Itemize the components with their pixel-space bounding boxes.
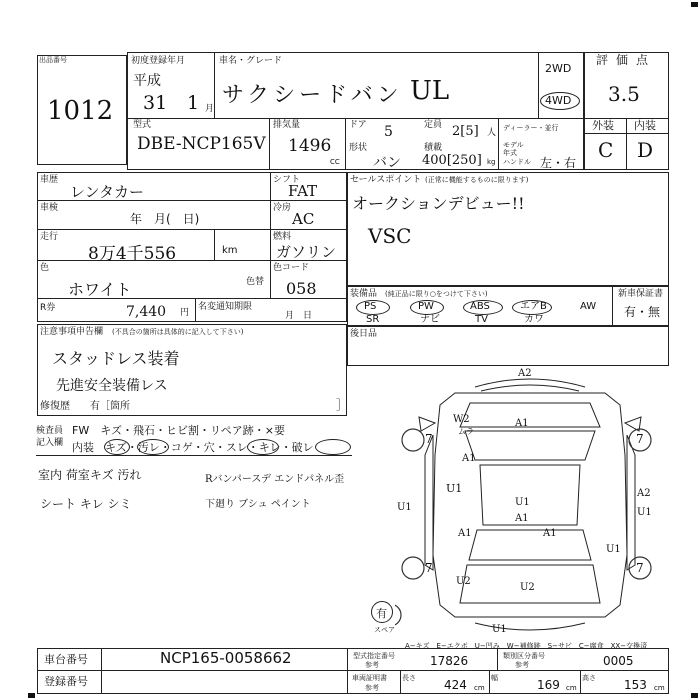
equip-abs: ABS bbox=[470, 301, 490, 312]
type-designation: 17826 bbox=[430, 654, 469, 668]
damage-legend: A−キズ E−エクボ U−凹み W−補修跡 S−サビ C−腐食 XX−交換済 bbox=[405, 642, 648, 650]
diag-a1-rear: A1 bbox=[543, 528, 557, 539]
person-unit: 人 bbox=[487, 128, 497, 138]
notes-label: 注意事項申告欄 bbox=[40, 327, 104, 337]
repair-close: ］ bbox=[336, 398, 349, 412]
interior-grade: D bbox=[637, 138, 654, 162]
equip-sub: (純正品に限り○をつけて下さい) bbox=[385, 290, 488, 298]
kg-unit: kg bbox=[487, 158, 496, 166]
height-label: 高さ bbox=[582, 674, 596, 682]
doors-label: ドア bbox=[349, 120, 367, 130]
diag-a2-top: A2 bbox=[518, 368, 532, 379]
displacement: 1496 bbox=[288, 136, 332, 156]
name-grade-label: 車名・グレード bbox=[219, 56, 283, 66]
category-label: 類別区分番号 bbox=[503, 652, 545, 660]
repair-value: 有［箇所 bbox=[90, 401, 130, 412]
category: 0005 bbox=[603, 654, 634, 668]
body-type-label: 形状 bbox=[349, 143, 368, 153]
diag-a1-2: A1 bbox=[462, 453, 476, 464]
diag-u1-2: U1 bbox=[515, 497, 530, 508]
height: 153 bbox=[624, 678, 647, 692]
dims-ref-label: 参考 bbox=[365, 684, 379, 692]
diag-u1-right: U1 bbox=[637, 507, 652, 518]
first-reg-month: 1 bbox=[187, 92, 200, 114]
car-name: サクシードバン bbox=[222, 83, 403, 108]
color-change-label: 色替 bbox=[246, 277, 265, 287]
deadline-value: 月 日 bbox=[285, 311, 313, 321]
cc-unit: CC bbox=[330, 158, 340, 166]
hand-note-2: シート キレ シミ bbox=[40, 497, 132, 511]
color-code-label: 色コード bbox=[273, 263, 310, 273]
lot-number: 1012 bbox=[47, 96, 114, 126]
equip-tv: TV bbox=[475, 314, 488, 325]
diag-u1-left: U1 bbox=[397, 502, 412, 513]
inspection-date: 年 月( 日) bbox=[130, 212, 200, 226]
notes-box bbox=[37, 324, 347, 416]
corner-mark bbox=[28, 693, 35, 698]
equip-navi: ナビ bbox=[420, 314, 440, 325]
ac: AC bbox=[292, 210, 315, 228]
notes-line1: スタッドレス装着 bbox=[52, 349, 180, 368]
fuel-label: 燃料 bbox=[273, 232, 292, 242]
afterfit-box bbox=[347, 326, 669, 366]
month-unit: 月 bbox=[205, 104, 215, 114]
afterfit-label: 後日品 bbox=[350, 329, 378, 339]
tire-mark-fl: 7 bbox=[425, 432, 433, 446]
type-designation-label: 型式指定番号 bbox=[353, 652, 395, 660]
deadline-label: 名変通知期限 bbox=[198, 302, 253, 312]
sales-sub: (正常に機能するものに限ります) bbox=[425, 176, 529, 184]
km-unit: km bbox=[222, 245, 238, 256]
inspector-label: 検査員記入欄 bbox=[36, 426, 64, 448]
model-label: 型式 bbox=[133, 120, 152, 130]
tire-mark-rl: 7 bbox=[425, 561, 433, 575]
era: 平成 bbox=[133, 73, 161, 89]
hand-note-1: 室内 荷室キズ 汚れ bbox=[38, 468, 142, 482]
recycle-value: 7,440 bbox=[126, 304, 167, 320]
length-unit: cm bbox=[474, 684, 485, 692]
color-label: 色 bbox=[40, 263, 50, 273]
inspection-label: 車検 bbox=[40, 203, 59, 213]
spare-label: スペア bbox=[374, 626, 395, 634]
equip-leather: カワ bbox=[524, 314, 544, 325]
fuel: ガソリン bbox=[276, 243, 337, 261]
corner-mark bbox=[691, 2, 698, 7]
warranty-label: 新車保証書 bbox=[618, 289, 664, 299]
yen-unit: 円 bbox=[180, 308, 190, 318]
load-label: 積載 bbox=[424, 143, 443, 153]
diag-a1-1: A1 bbox=[515, 418, 529, 429]
model: DBE-NCP165V bbox=[137, 134, 266, 154]
height-unit: cm bbox=[654, 684, 665, 692]
diag-u2-rear: U2 bbox=[520, 582, 535, 593]
capacity: 2[5] bbox=[452, 124, 479, 139]
car-diagram bbox=[395, 365, 685, 635]
score: 3.5 bbox=[608, 82, 640, 106]
capacity-label: 定員 bbox=[424, 120, 443, 130]
body-type: バン bbox=[373, 155, 401, 171]
ac-label: 冷房 bbox=[273, 203, 292, 213]
shift: FAT bbox=[288, 182, 318, 200]
width-label: 幅 bbox=[491, 674, 498, 682]
diag-mura: ムラ bbox=[458, 427, 474, 436]
notes-sub: (不具合の箇所は具体的に記入して下さい) bbox=[112, 328, 244, 336]
width: 169 bbox=[537, 678, 560, 692]
corner-mark bbox=[691, 693, 698, 698]
inspector-row2: 内装 キズ・汚レ・コゲ・穴・スレ・キレ・破レ bbox=[72, 441, 314, 454]
notes-line2: 先進安全装備レス bbox=[56, 378, 168, 394]
doors: 5 bbox=[384, 124, 393, 140]
diag-u1-1: U1 bbox=[446, 482, 463, 495]
tire-mark-fr: 7 bbox=[636, 432, 644, 446]
sales-line2: VSC bbox=[368, 224, 412, 248]
grade: UL bbox=[410, 76, 450, 106]
drive-4wd: 4WD bbox=[545, 94, 572, 107]
reg-label: 登録番号 bbox=[44, 675, 88, 688]
hand-note-3: Rバンパースデ エンドパネル歪 bbox=[205, 474, 345, 485]
hand-note-4: 下廻り ブシュ ペイント bbox=[205, 499, 311, 510]
chassis-label: 車台番号 bbox=[44, 653, 88, 666]
chassis-number: NCP165-0058662 bbox=[160, 649, 292, 667]
equip-sr: SR bbox=[366, 314, 380, 325]
first-reg-label: 初度登録年月 bbox=[131, 56, 186, 66]
color: ホワイト bbox=[68, 280, 132, 299]
type-ref-label: 参考 bbox=[365, 661, 379, 669]
category-ref-label: 参考 bbox=[515, 661, 529, 669]
lot-label: 出品番号 bbox=[39, 56, 67, 64]
model-year-label: モデル年式 bbox=[503, 141, 524, 157]
displacement-label: 排気量 bbox=[273, 120, 301, 130]
tire-mark-rr: 7 bbox=[636, 561, 644, 575]
load: 400[250] bbox=[422, 153, 482, 168]
shift-label: シフト bbox=[273, 175, 301, 185]
dims-label: 車両証明書 bbox=[352, 674, 387, 682]
drive-2wd: 2WD bbox=[545, 62, 572, 75]
diag-w2: W2 bbox=[453, 414, 470, 425]
diag-u1-rear: U1 bbox=[492, 624, 507, 635]
inspector-row1: FW キズ・飛石・ヒビ割・リペア跡・×要 bbox=[72, 424, 285, 437]
handle: 左・右 bbox=[540, 156, 577, 170]
repair-label: 修復歴 bbox=[40, 401, 70, 412]
equip-pw: PW bbox=[418, 301, 434, 312]
warranty-value: 有・無 bbox=[624, 305, 661, 319]
exterior-grade: C bbox=[598, 138, 614, 162]
length: 424 bbox=[444, 678, 467, 692]
width-unit: cm bbox=[566, 684, 577, 692]
equip-aw: AW bbox=[580, 301, 597, 312]
recycle-label: R券 bbox=[40, 303, 56, 313]
score-label: 評価点 bbox=[596, 53, 657, 67]
diag-u2-side: U2 bbox=[456, 576, 471, 587]
mileage: 8万4千556 bbox=[88, 244, 177, 264]
diag-a2-right: A2 bbox=[637, 488, 651, 499]
history-label: 車歴 bbox=[40, 175, 59, 185]
equip-ps: PS bbox=[364, 301, 377, 312]
exterior-label: 外装 bbox=[592, 119, 614, 132]
interior-label: 内装 bbox=[634, 119, 656, 132]
diag-a1-4: A1 bbox=[458, 528, 472, 539]
handle-label: ハンドル bbox=[503, 158, 531, 166]
diag-a1-3: A1 bbox=[515, 513, 529, 524]
dealer-label: ディーラー・並行 bbox=[503, 124, 559, 132]
sales-line1: オークションデビュー!! bbox=[352, 194, 525, 213]
first-reg-year: 31 bbox=[143, 92, 168, 114]
mileage-label: 走行 bbox=[40, 232, 59, 242]
spare-mark: 有 bbox=[376, 607, 387, 620]
diag-u1-mid: U1 bbox=[606, 544, 621, 555]
sales-label: セールスポイント bbox=[350, 175, 422, 185]
color-code: 058 bbox=[286, 279, 317, 298]
history: レンタカー bbox=[70, 183, 145, 201]
length-label: 長さ bbox=[402, 674, 416, 682]
equip-airbag: エアB bbox=[520, 301, 547, 312]
equip-label: 装備品 bbox=[350, 289, 378, 299]
